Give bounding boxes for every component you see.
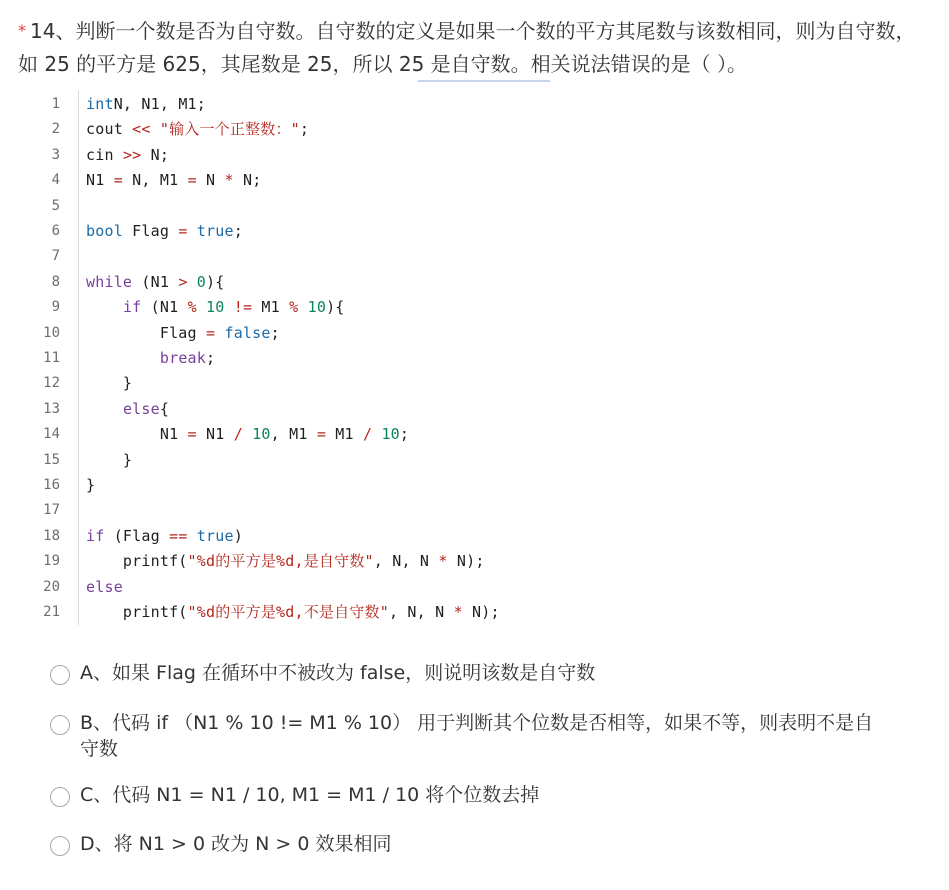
code-token-op: = [206,323,216,342]
code-text [86,549,485,574]
code-token-kw2: break [159,349,207,367]
code-line [36,600,596,625]
line-number: 11 [43,350,60,366]
line-number: 17 [43,502,60,519]
code-text [86,92,206,117]
code-token-kw2: if [86,526,105,545]
code-token [197,298,206,316]
code-token-kw: false [224,323,271,342]
code-token: ; [270,323,280,342]
code-token-op: * [453,603,463,621]
radio-circle-icon[interactable] [50,787,70,807]
code-token-op: > [178,272,188,291]
code-token [243,425,252,443]
code-token-kw: bool [86,222,123,240]
line-number: 20 [43,578,60,595]
code-token: ; [299,120,310,139]
code-text [86,321,280,346]
code-token: ) [233,526,243,545]
code-block [36,90,596,625]
code-token: Flag [122,222,179,240]
code-text [86,371,132,396]
code-token-kw2: if [122,298,142,317]
code-line [36,473,596,498]
code-token: N, M1 [122,171,188,190]
code-token: Flag [86,323,206,342]
code-line [36,524,596,549]
code-line [36,244,596,269]
option-a[interactable] [50,660,910,686]
code-token: (N1 [141,298,188,317]
code-line [36,168,596,193]
code-token: , N, N [373,552,439,571]
line-number: 2 [51,121,60,138]
code-token-op: << [132,120,151,139]
code-token: N1 [86,425,188,444]
code-text [86,448,132,473]
question-text: 14、判断一个数是否为自守数。自守数的定义是如果一个数的平方其尾数与该数相同，则为自守数，如 25 的平方是 625，其尾数是 25，所以 25 是自守数。相关说法错误的是（ ）。 [18,19,916,76]
code-token: printf( [86,603,188,621]
line-number: 3 [51,146,60,163]
code-token: N [196,171,225,190]
code-line [36,549,596,574]
code-token: N; [141,145,170,164]
code-token-op: = [187,425,197,444]
code-token-num: 10 [307,298,327,317]
question-stem [18,14,923,81]
code-token-kw: true [196,222,234,240]
line-number: 21 [43,604,60,620]
code-token-str: "%d的平方是%d,是自守数" [187,552,374,571]
code-token: } [86,476,96,494]
code-line [36,92,596,117]
code-token: cout [86,120,133,139]
code-token-kw: int [86,95,114,113]
code-token-op: == [169,526,188,545]
code-text [86,295,345,320]
selection-underline [418,80,550,82]
line-number: 8 [51,273,60,290]
code-token [188,527,197,545]
code-token: , N, N [388,603,454,621]
code-token: N); [462,603,500,621]
code-line [36,295,596,320]
line-number: 12 [43,375,60,392]
code-token-str: "%d的平方是%d,不是自守数" [187,603,389,621]
code-token-op: % [289,298,299,317]
code-token [86,349,160,367]
code-token: cin [86,145,123,164]
line-number: 16 [43,477,60,493]
line-number: 18 [43,527,60,544]
code-text [86,270,224,295]
option-label: C、代码 N1 = N1 / 10, M1 = M1 / 10 将个位数去掉 [80,784,540,806]
line-number: 13 [43,400,60,417]
code-text [86,422,409,447]
code-token [225,298,234,316]
code-text [86,143,169,168]
code-token: ){ [206,272,225,291]
code-line [36,575,596,600]
code-token [188,273,197,291]
code-text [86,524,243,549]
code-token-num: 10 [381,425,400,444]
code-token-num: 10 [252,425,271,444]
code-token: ; [206,349,216,367]
radio-circle-icon[interactable] [50,715,70,735]
code-token [86,400,123,418]
radio-circle-icon[interactable] [50,836,70,856]
code-line [36,143,596,168]
code-token: N, N1, M1; [113,95,207,113]
code-line [36,371,596,396]
code-token-kw2: else [122,399,160,418]
line-number: 15 [43,451,60,468]
code-token: N); [447,552,485,571]
required-mark: * [18,21,26,40]
code-token: (N1 [132,272,179,291]
option-d[interactable] [50,831,910,857]
code-token-op: = [178,222,188,240]
code-text [86,575,123,600]
code-token [188,222,197,240]
code-line [36,346,596,371]
code-line [36,397,596,422]
code-token: } [86,374,133,393]
code-token-num: 0 [196,272,207,291]
code-token: , M1 [270,425,317,444]
code-token-op: / [233,425,243,444]
code-token-str: "输入一个正整数：" [150,120,300,139]
code-token-op: >> [122,145,142,164]
code-token-op: = [187,171,197,190]
code-line [36,219,596,244]
line-number: 10 [43,324,60,341]
code-token-op: % [187,298,197,317]
code-token-op: = [316,425,327,444]
code-token: (Flag [104,526,170,545]
code-line [36,270,596,295]
code-token: ){ [326,298,345,317]
option-label: D、将 N1 > 0 改为 N > 0 效果相同 [80,833,392,855]
code-text [86,600,500,625]
code-token-kw: true [196,526,234,545]
line-number: 9 [51,299,60,316]
code-token-kw2: while [86,272,133,291]
code-text [86,397,169,422]
code-text [86,168,261,193]
line-number: 6 [51,223,60,239]
code-token-op: * [438,552,448,571]
line-number: 4 [51,172,60,189]
line-number: 14 [43,426,60,443]
code-text [86,219,243,244]
code-token: } [86,450,133,469]
code-token: printf( [86,552,188,571]
line-number: 7 [51,248,60,265]
code-token: ; [399,425,410,444]
code-line [36,117,596,142]
code-token: ; [233,222,243,240]
code-token [86,298,123,316]
option-label: A、如果 Flag 在循环中不被改为 false，则说明该数是自守数 [80,662,596,684]
code-token-num: 10 [206,298,225,317]
radio-circle-icon[interactable] [50,665,70,685]
code-token-op: = [113,171,123,190]
code-line [36,498,596,523]
code-token-op: != [233,298,253,317]
code-token: N; [233,171,262,190]
code-line [36,194,596,219]
code-line [36,321,596,346]
code-token: N1 [196,425,234,444]
line-number: 5 [51,197,60,214]
code-token: M1 [252,298,290,317]
option-b[interactable] [50,710,910,762]
code-token-kw2: else [86,577,123,596]
code-token: M1 [326,425,363,444]
code-line [36,422,596,447]
code-text [86,117,309,142]
code-token: N1 [86,171,114,190]
line-number: 19 [43,553,60,570]
option-c[interactable] [50,782,910,808]
code-token-op: / [362,425,373,444]
code-line [36,448,596,473]
code-token-op: * [224,171,234,190]
code-text [86,473,95,498]
line-number: 1 [51,96,60,112]
code-text [86,346,215,371]
code-token [298,298,307,316]
option-label: B、代码 if （N1 % 10 != M1 % 10） 用于判断其个位数是否相等，如果不等，则表明不是自守数 [80,712,874,760]
code-token: { [159,399,170,418]
